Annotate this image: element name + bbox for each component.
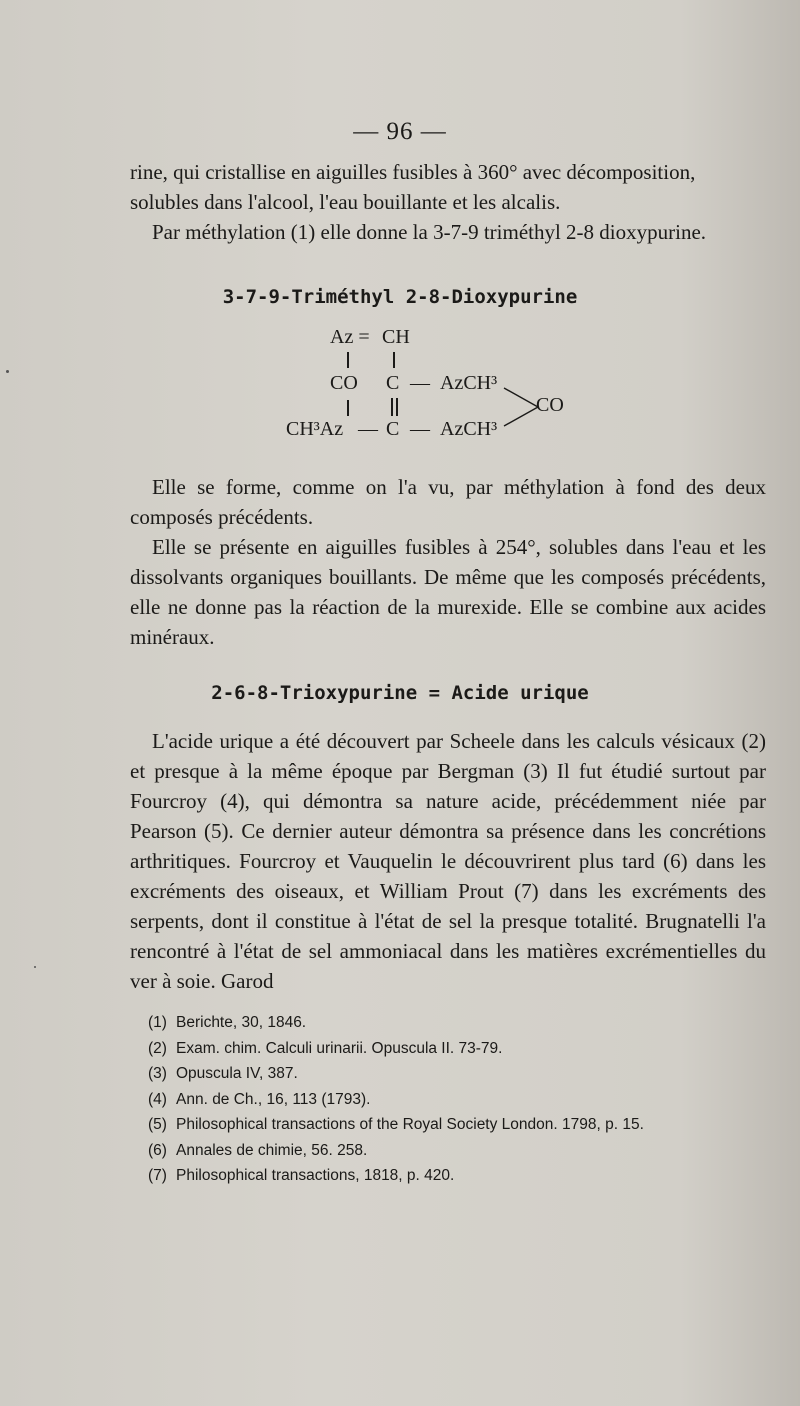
formula-c-bottom: C — [386, 418, 400, 440]
page-number: — 96 — — [353, 118, 447, 145]
paper-speck — [34, 966, 36, 968]
footnote-3 — [148, 1061, 748, 1087]
footnotes — [148, 1010, 748, 1189]
section-heading-trimethyl-dioxypurine: 3-7-9-Triméthyl 2-8-Dioxypurine — [222, 286, 578, 308]
formula-ch3az: CH³Az — [286, 418, 344, 440]
footnote-2 — [148, 1036, 748, 1062]
formula-bond-2 — [393, 352, 395, 368]
footnote-number: (2) — [148, 1039, 167, 1057]
intro-line-2: solubles dans l'alcool, l'eau bouillante et les alcalis. — [130, 190, 561, 214]
footnote-text: Exam. chim. Calculi urinarii. Opuscula II. 73-79. — [176, 1039, 503, 1057]
formula-bond-1 — [347, 352, 349, 368]
section1-paragraph-1 — [130, 472, 766, 532]
formula-co-right: CO — [536, 394, 564, 416]
footnote-number: (1) — [148, 1014, 167, 1031]
section1-paragraph-2 — [130, 532, 766, 652]
footnote-4 — [148, 1087, 748, 1113]
formula-ch: CH — [382, 326, 410, 348]
formula-azch3-top: AzCH³ — [440, 372, 498, 394]
intro-line-1: rine, qui cristallise en aiguilles fusibles à 360° avec décomposition, — [130, 160, 696, 184]
formula-bracket — [500, 384, 544, 430]
footnote-number: (4) — [148, 1090, 167, 1108]
section-heading-acide-urique: 2-6-8-Trioxypurine = Acide urique — [211, 682, 589, 704]
footnote-7 — [148, 1163, 748, 1189]
paper-speck — [6, 370, 9, 373]
footnote-text: Philosophical transactions of the Royal Society London. 1798, p. 15. — [176, 1116, 644, 1133]
formula-co-left: CO — [330, 372, 358, 394]
footnote-5 — [148, 1112, 748, 1138]
footnote-text: Annales de chimie, 56. 258. — [176, 1141, 368, 1159]
section2-paragraph-1-text: L'acide urique a été découvert par Scheele dans les calculs vésicaux (2) et presque à la même époque par Bergman (3) Il fut étudié surtout par Fourcroy (4), qui démontra sa nature acide, précédemment niée par Pearson (5). Ce dernier auteur démontra sa présence dans les concrétions arthritiques. Fourcroy et Vauquelin le découvrirent plus tard (6) dans les excréments des oiseaux, et William Prout (7) dans les excréments des serpents, dont il constitue à l'état de sel la presque totalité. Brugnatelli l'a rencontré à l'état de sel ammoniacal dans les matières excrémentielles du ver à soie. Garod — [130, 729, 766, 993]
footnote-number: (5) — [148, 1116, 167, 1133]
section1-paragraph-2-text: Elle se présente en aiguilles fusibles à 254°, solubles dans l'eau et les dissolvants organiques bouillants. De même que les composés précédents, elle ne donne pas la réaction de la murexide. Elle se combine aux acides minéraux. — [130, 535, 766, 649]
formula-dash-2: — — [358, 418, 378, 440]
formula-c-mid: C — [386, 372, 400, 394]
footnote-number: (7) — [148, 1167, 167, 1184]
footnote-number: (3) — [148, 1065, 167, 1082]
footnote-6 — [148, 1138, 748, 1164]
footnote-text: Opuscula IV, 387. — [176, 1065, 298, 1082]
formula-double-bond-b — [396, 398, 398, 416]
section2-paragraph-1 — [130, 726, 766, 996]
footnote-text: Berichte, 30, 1846. — [176, 1014, 307, 1031]
formula-az-eq: Az = — [330, 326, 370, 348]
footnote-text: Philosophical transactions, 1818, p. 420. — [176, 1167, 455, 1184]
formula-azch3-bottom: AzCH³ — [440, 418, 498, 440]
section1-paragraph-1-text: Elle se forme, comme on l'a vu, par méthylation à fond des deux composés précédents. — [130, 475, 766, 529]
footnote-1 — [148, 1010, 748, 1036]
formula-dash-1: — — [410, 372, 430, 394]
footnote-number: (6) — [148, 1141, 167, 1159]
intro-line-3: Par méthylation (1) elle donne la 3-7-9 triméthyl 2-8 dioxypurine. — [152, 220, 707, 244]
footnote-text: Ann. de Ch., 16, 113 (1793). — [176, 1090, 371, 1108]
formula-dash-3: — — [410, 418, 430, 440]
formula-bond-3 — [347, 400, 349, 416]
formula-double-bond-a — [391, 398, 393, 416]
